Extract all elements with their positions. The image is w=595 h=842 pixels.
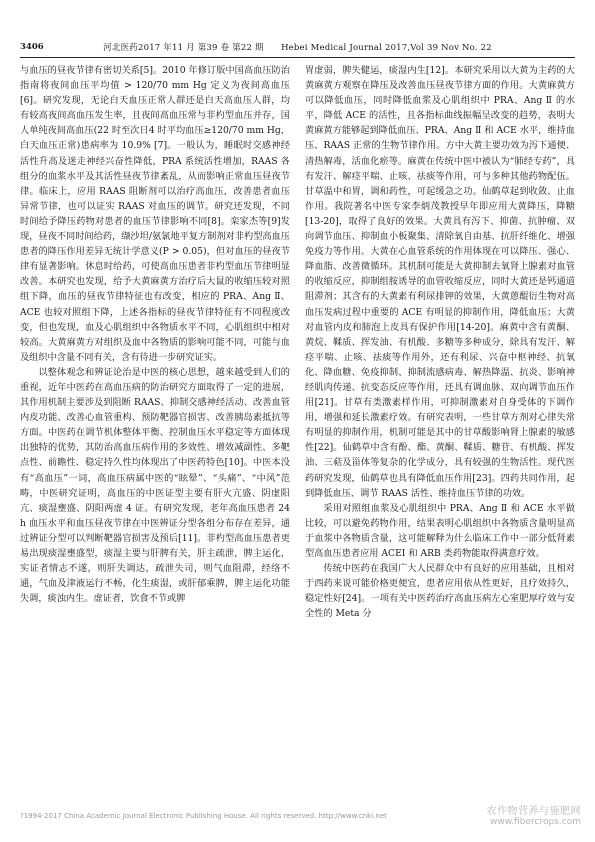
paragraph: 以整体观念和辨证论治是中医的核心思想，越来越受到人们的重视，近年中医药在高血压病的防治研究方面取得了一定的进展，其作用机制主要涉及到阻断 RAAS、抑制交感神经活动、改善血管内皮功能、改善心血管重构、预防靶器官损害、改善胰岛素抵抗等方面。中医药在调节机体整体平衡、控制血压水平稳定等方面体现出独特的优势，其防治高血压病作用的多效性、增效减副性、多靶点性、前瞻性、稳定持久性均体现出了中医药特色[10]。中医本没有“高血压”一词，高血压病属中医的“眩晕”、“头痛”、“中风”范畴，中医研究证明，高血压的中医证型主要有肝火亢盛、阴虚阳亢、痰湿壅盛、阴阳两虚 4 证。有研究发现，老年高血压患者 24 h 血压水平和血压昼夜节律在中医辨证分型各组分布存在差异，通过辨证分型可以判断靶器官损害及预后[11]。非杓型高血压患者更易出现痰湿壅盛型，痰湿主要与肝脾有关，肝主疏泄，脾主运化，实证者情志不遂，则肝失调达，疏泄失司，则气血阻滞，经络不通，气血及津液运行不畅，化生痰湿，或肝郁乘脾，脾主运化功能失调，痰浊内生。虚证者，饮食不节或脾 [20, 366, 290, 605]
paragraph: 传统中医药在我国广大人民群众中有良好的应用基础，且相对于西药来说可能价格更便宜，患者应用依从性更好，且疗效持久，稳定性好[24]。一项有关中医药治疗高血压病左心室肥厚疗效与安全性的 Meta 分 [305, 563, 575, 620]
paragraph: 采用对照组血浆及心肌组织中 PRA、Ang Ⅱ 和 ACE 水平做比较，可以避免药物作用，结果表明心肌组织中各物质含量明显高于血浆中各物质含量，这可能解释为什么临床工作中一部分低肾素型高血压患者应用 ACEI 和 ARB 类药物能取得满意疗效。 [305, 502, 575, 559]
running-header [20, 40, 575, 54]
paragraph: 与血压的昼夜节律有密切关系[5]。2010 年修订版中国高血压防治指南将夜间血压平均值 > 120/70 mm Hg 定义为夜间高血压[6]。研究发现，无论白天血压正常人群还是白天高血压人群，均有较高夜间高血压发生率，且夜间高血压常与非杓型血压并存，国人单纯夜间高血压(22 时至次日4 时平均血压≥120/70 mm Hg，白天血压正常)患病率为 10.9% [7]。一般认为，睡眠时交感神经活性升高及迷走神经兴奋性降低，PRA 系统活性增加，RAAS 各组分的血浆水平及其活性昼夜节律紊乱，从而影响正常血压昼夜节律。临床上，应用 RAAS 阻断剂可以治疗高血压，改善患者血压异常节律，也可以证实 RAAS 对血压的调节。研究还发现，不同时间给予降压药物对患者的血压节律影响不同[8]。栾家杰等[9]发现，昼夜不同时间给药，缬沙坦/氨氯地平复方制剂对非杓型高血压患者的降压作用差异无统计学意义(P > 0.05)，但对血压的昼夜节律有显著影响。休息时给药，可使高血压患者非杓型血压节律明显改善。本研究也发现，给予大黄麻黄方治疗后大鼠的收缩压较对照组下降，血压的昼夜节律特征也有改变，相应的 PRA、Ang Ⅱ、ACE 也较对照组下降，上述各指标的昼夜节律特征有不同程度改变，但也发现，血及心肌组织中各物质水平不同，心肌组织中相对较高。大黄麻黄方对组织及血中各物质的影响可能不同，可能与血及组织中含量不同有关，含有待进一步研究证实。 [20, 65, 290, 363]
watermark-text: 农作物营养与施肥网 [486, 806, 581, 817]
page-number: 3406 [20, 42, 44, 52]
right-column [305, 63, 575, 798]
body-columns [20, 63, 575, 798]
paragraph: 胃虚弱，脾失健运，痰湿内生[12]。本研究采用以大黄为主药的大黄麻黄方观察在降压及改善血压昼夜节律方面的作用。大黄麻黄方可以降低血压，同时降低血浆及心肌组织中 PRA、Ang Ⅱ 的水平，降低 ACE 的活性，且各指标曲线振幅呈改变的趋势，表明大黄麻黄方能够起到降低血压、PRA、Ang Ⅱ 和 ACE 水平，维持血压、RAAS 正常的生物节律作用。方中大黄主要功效为泻下通便、清热解毒，活血化瘀等。麻黄在传统中医中被认为“肺经专药”，具有发汗、解痉平喘、止咳、祛痰等作用，可与多种其他药物配伍。甘草温中和胃，调和药性，可起缓急之功。仙鹤草起到收敛、止血作用。我院著名中医专家李炳茂教授早年即应用大黄降压，降糖[13-20]，取得了良好的效果。大黄具有泻下、抑菌、抗肿瘤、双向调节血压、抑制血小板聚集、清除氧自由基、抗肝纤维化、增强免疫力等作用。大黄在心血管系统的作用体现在可以降压、强心、降血脂、改善微循环。其机制可能是大黄抑制去氧肾上腺素对血管的收缩反应，抑制组胺诱导的血管收缩反应，同时大黄还是钙通道阻滞剂；其含有的大黄素有利尿排钾的效果，大黄蒽醌衍生物对高血压发病过程中重要的 ACE 有明显的抑制作用，降低血压；大黄对血管内皮和肺泡上皮具有保护作用[14-20]。麻黄中含有黄酮、黄烷、鞣质、挥发油、有机酸、多糖等多种成分，除具有发汗、解痉平喘、止咳、祛痰等作用外，还有利尿、兴奋中枢神经、抗氧化、降血糖、免疫抑制、抑制流感病毒、解热降温、抗炎、影响神经肌肉传递、抗变态反应等作用，还具有调血脉、双向调节血压作用[21]。甘草有类激素样作用，可抑制激素对自身受体的下调作用，增强和延长激素疗效。有研究表明，一些甘草方剂对心律失常有明显的抑制作用，机制可能是其中的甘草酸影响肾上腺素的敏感性[22]。仙鹤草中含有酚、酯、黄酮、鞣质、糖苷、有机酸、挥发油、三萜及甾体等复杂的化学成分，具有较强的生物活性。现代医药研究发现，仙鹤草也具有降低血压作用[23]。四药共同作用，起到降低血压、调节 RAAS 活性、维持血压节律的功效。 [305, 65, 575, 499]
watermark-url: www.fibercrops.com [490, 817, 581, 827]
journal-title: 河北医药2017 年11 月 第39 卷 第22 期 Hebei Medical Journal 2017,Vol 39 Nov No. 22 [103, 43, 492, 53]
copyright-footer: ?1994-2017 China Academic Journal Electronic Publishing House. All rights reserved. http://www.cnki.net [20, 812, 387, 820]
header-rule [20, 57, 575, 58]
left-column [20, 63, 290, 798]
watermark [487, 806, 582, 828]
